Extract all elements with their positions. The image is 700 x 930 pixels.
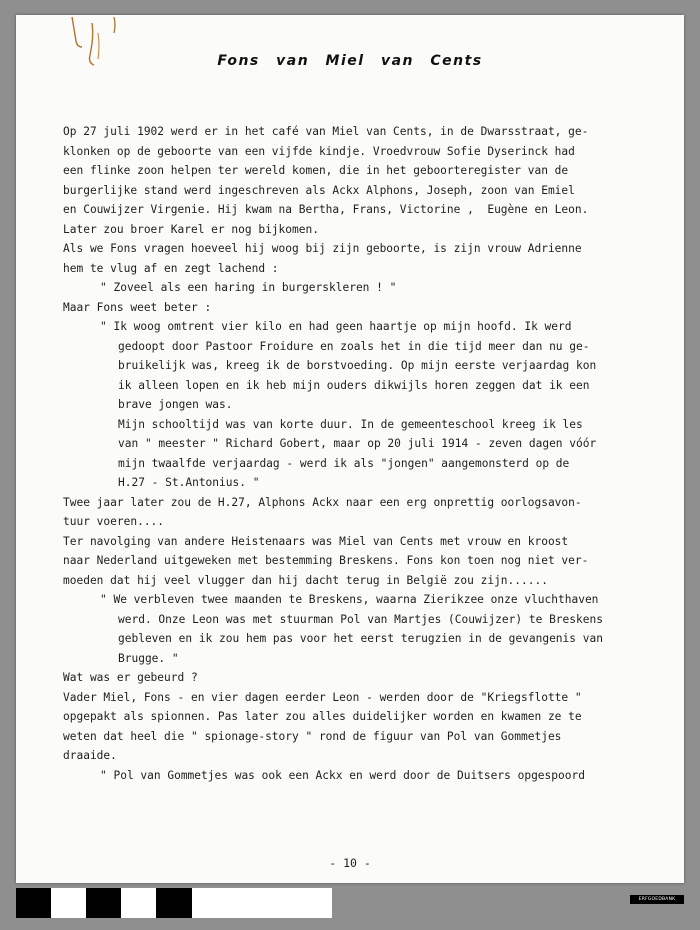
text-line: werd. Onze Leon was met stuurman Pol van Martjes (Couwijzer) te Breskens: [118, 612, 603, 626]
text-line: Op 27 juli 1902 werd er in het café van Miel van Cents, in de Dwarsstraat, ge-: [63, 125, 589, 138]
text-line: draaide.: [63, 749, 117, 762]
text-line: Mijn schooltijd was van korte duur. In de gemeenteschool kreeg ik les: [118, 417, 583, 431]
text-line: Wat was er gebeurd ?: [63, 671, 198, 684]
text-line: Brugge. ": [118, 651, 179, 665]
text-line: weten dat heel die " spionage-story " rond de figuur van Pol van Gommetjes: [63, 729, 562, 743]
text-line: naar Nederland uitgeweken met bestemming Breskens. Fons kon toen nog niet ver-: [63, 554, 589, 567]
text-line: gedoopt door Pastoor Froidure en zoals het in die tijd meer dan nu ge-: [118, 339, 590, 353]
archive-stamp: ERFGOEDBANK: [630, 895, 684, 904]
text-line: klonken op de geboorte van een vijfde kindje. Vroedvrouw Sofie Dyserinck had: [63, 144, 575, 158]
text-line: Twee jaar later zou de H.27, Alphons Ackx naar een erg onprettig oorlogsavon-: [63, 495, 582, 509]
text-line: en Couwijzer Virgenie. Hij kwam na Bertha, Frans, Victorine , Eugène en Leon.: [63, 203, 589, 216]
text-line: Maar Fons weet beter :: [63, 300, 212, 314]
text-line: bruikelijk was, kreeg ik de borstvoeding. Op mijn eerste verjaardag kon: [118, 359, 597, 372]
text-line: van " meester " Richard Gobert, maar op 20 juli 1914 - zeven dagen vóór: [118, 437, 597, 450]
text-line: Later zou broer Karel er nog bijkomen.: [63, 222, 319, 236]
text-line: Als we Fons vragen hoeveel hij woog bij zijn geboorte, is zijn vrouw Adrienne: [63, 242, 582, 255]
text-line: H.27 - St.Antonius. ": [118, 476, 260, 489]
page-number: - 10 -: [329, 856, 371, 870]
text-line: gebleven en ik zou hem pas voor het eerst terugzien in de gevangenis van: [118, 632, 603, 645]
text-line: " We verbleven twee maanden te Breskens, waarna Zierikzee onze vluchthaven: [100, 593, 599, 606]
text-line: brave jongen was.: [118, 398, 233, 411]
text-line: moeden dat hij veel vlugger dan hij dacht terug in België zou zijn......: [63, 573, 548, 587]
document-page: [16, 15, 684, 883]
text-line: " Pol van Gommetjes was ook een Ackx en werd door de Duitsers opgespoord: [100, 768, 585, 782]
text-line: mijn twaalfde verjaardag - werd ik als "jongen" aangemonsterd op de: [118, 456, 570, 470]
text-line: burgerlijke stand werd ingeschreven als Ackx Alphons, Joseph, zoon van Emiel: [63, 183, 575, 197]
text-line: een flinke zoon helpen ter wereld komen, die in het geboorteregister van de: [63, 164, 569, 177]
text-line: Vader Miel, Fons - en vier dagen eerder Leon - werden door de "Kriegsflotte ": [63, 690, 582, 704]
text-line: Ter navolging van andere Heistenaars was Miel van Cents met vrouw en kroost: [63, 534, 569, 548]
body-text: [63, 122, 643, 785]
text-line: " Zoveel als een haring in burgerskleren ! ": [100, 281, 397, 294]
text-line: " Ik woog omtrent vier kilo en had geen haartje op mijn hoofd. Ik werd: [100, 320, 572, 333]
text-line: ik alleen lopen en ik heb mijn ouders dikwijls horen zeggen dat ik een: [118, 378, 590, 392]
text-line: tuur voeren....: [63, 515, 165, 528]
page-title: Fons van Miel van Cents: [217, 53, 483, 69]
color-scale-bar: [16, 888, 332, 918]
text-line: hem te vlug af en zegt lachend :: [63, 261, 279, 275]
text-line: opgepakt als spionnen. Pas later zou alles duidelijker worden en kwamen ze te: [63, 710, 582, 723]
